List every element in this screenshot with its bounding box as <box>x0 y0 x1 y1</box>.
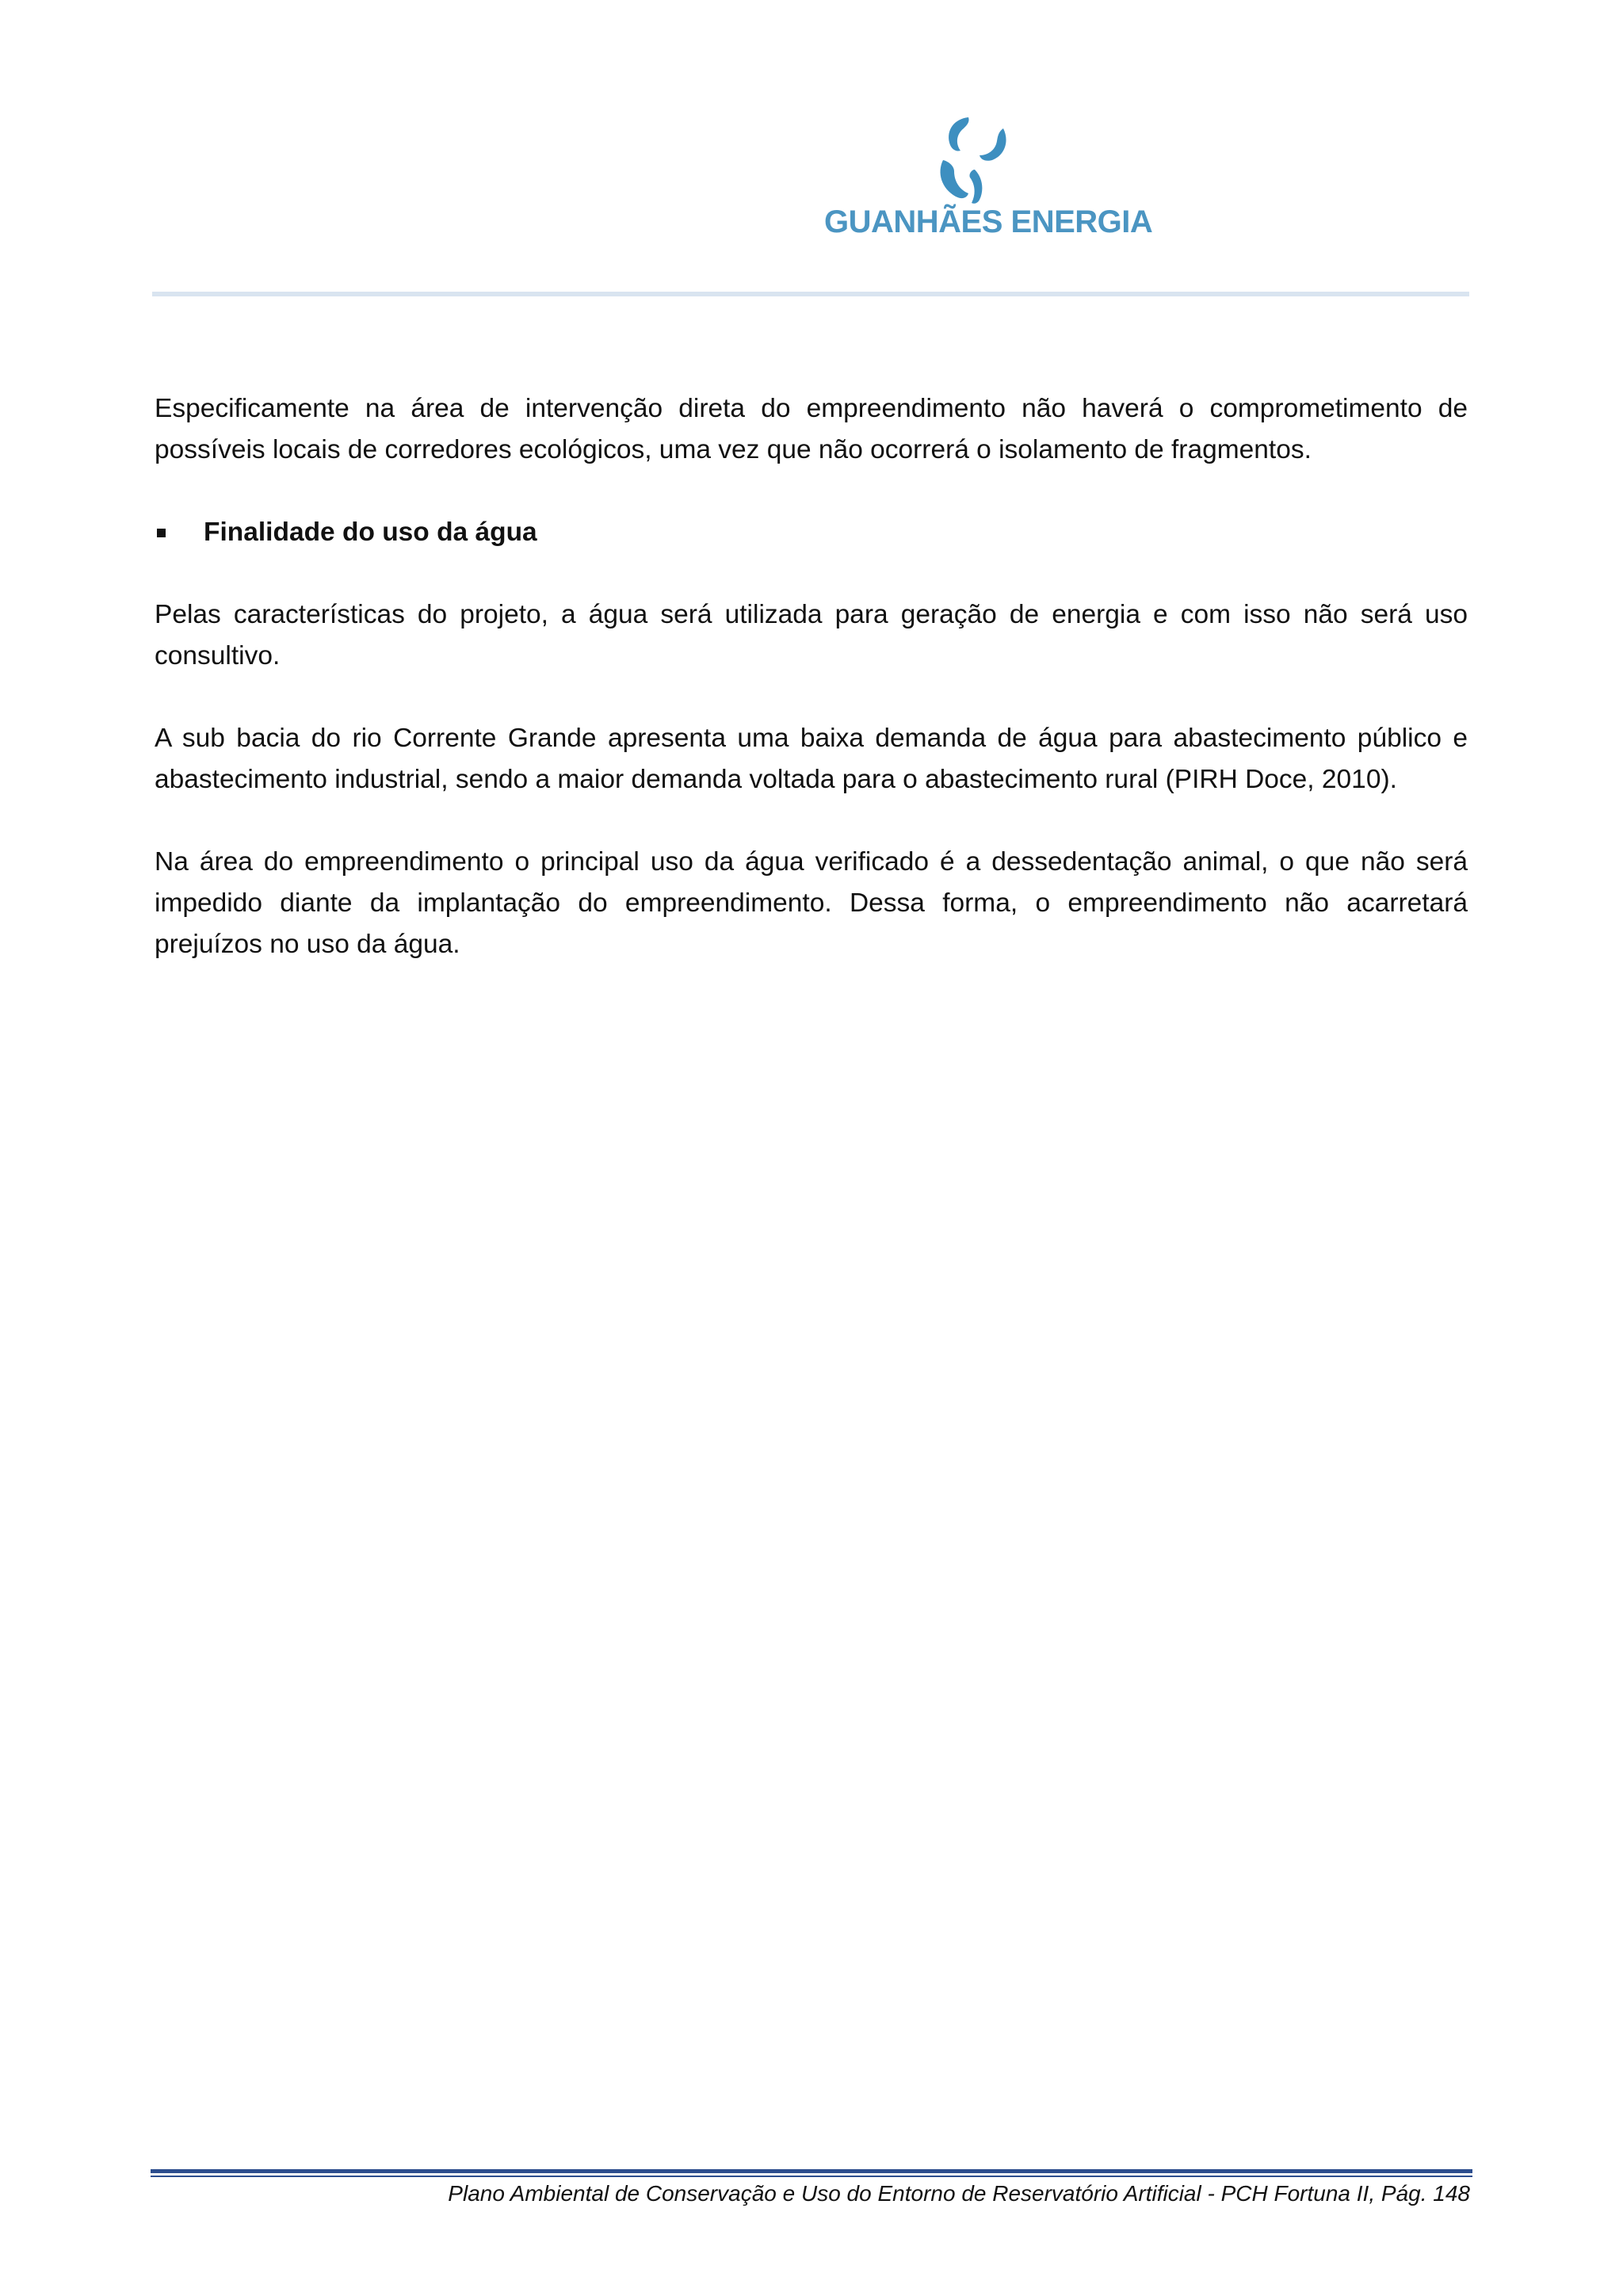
paragraph-uso-agua: Na área do empreendimento o principal uso da água verificado é a dessedentação animal, o que não será impedido diante da implantação do empreendimento. Dessa forma, o empreendimento não acarretará prejuízos no uso da água. <box>155 847 1468 959</box>
footer-divider-thin <box>151 2176 1472 2177</box>
paragraph-sub-bacia: A sub bacia do rio Corrente Grande apresenta uma baixa demanda de água para abastecimento público e abastecimento industrial, sendo a maior demanda voltada para o abastecimento rural (PIRH Doce, 2010). <box>155 724 1468 794</box>
logo-wordmark: GUANHÃES ENERGIA <box>824 204 1153 239</box>
section-heading-finalidade <box>155 512 1468 553</box>
document-body <box>155 388 1468 1007</box>
section-heading-text: Finalidade do uso da água <box>204 518 537 547</box>
guanhaes-logo-icon <box>919 111 1022 206</box>
bullet-square-icon <box>157 529 166 537</box>
paragraph-corredores-ecologicos: Especificamente na área de intervenção direta do empreendimento não haverá o comprometimento de possíveis locais de corredores ecológicos, uma vez que não ocorrerá o isolamento de fragmentos. <box>155 394 1468 464</box>
footer-caption: Plano Ambiental de Conservação e Uso do Entorno de Reservatório Artificial - PCH Fortuna II, Pág. 148 <box>448 2181 1470 2206</box>
header-divider <box>152 292 1469 296</box>
paragraph-caracteristicas-projeto: Pelas características do projeto, a água será utilizada para geração de energia e com isso não será uso consultivo. <box>155 600 1468 670</box>
company-logo <box>816 103 1153 246</box>
footer-divider-thick <box>151 2169 1472 2173</box>
